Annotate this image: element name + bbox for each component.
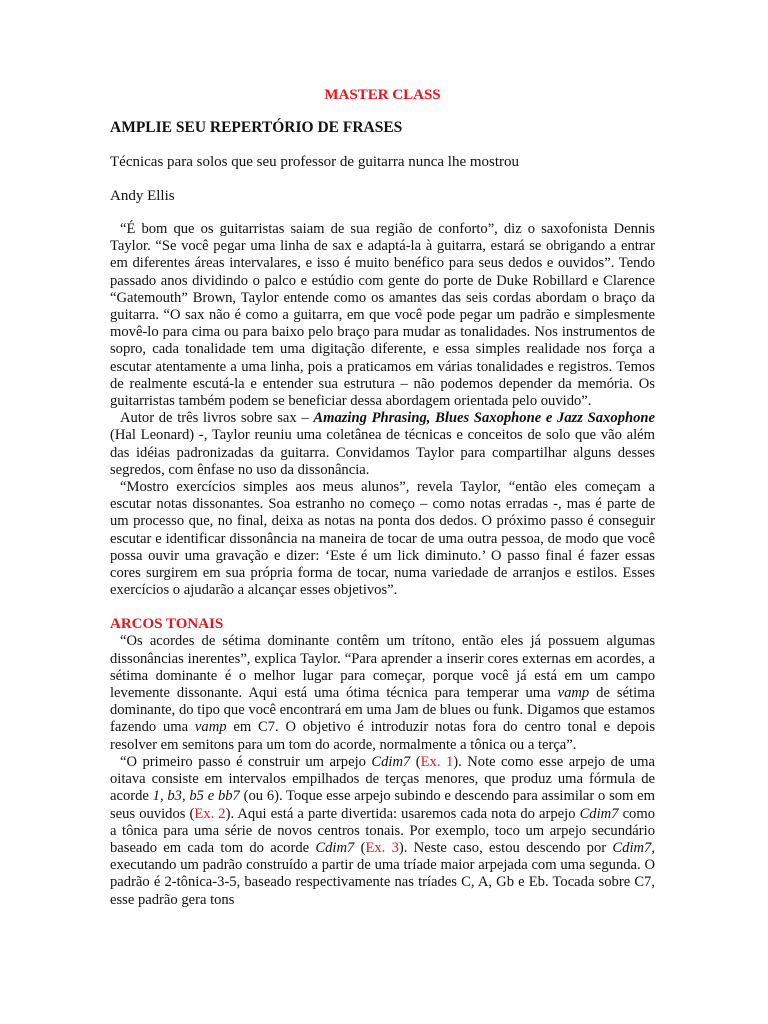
paragraph-4 bbox=[110, 633, 655, 753]
paragraph-4-text-a: “Os acordes de sétima dominante contêm um trítono, então eles já possuem algumas dissonâncias inerentes”, explica Taylor. “Para aprender a inserir cores externas em acordes, a sétima dominante é o melhor lugar para começar, porque você já está em um campo levemente dissonante. Aqui está uma ótima técnica para temperar uma bbox=[110, 633, 655, 702]
paragraph-5-text: (ou 6). Toque esse arpejo subindo e descendo para assimilar o som em seus ouvidos ( bbox=[110, 788, 655, 822]
article-headline: AMPLIE SEU REPERTÓRIO DE FRASES bbox=[110, 119, 403, 136]
term-vamp: vamp bbox=[557, 685, 590, 702]
paragraph-2 bbox=[110, 410, 655, 479]
book-titles: Amazing Phrasing, Blues Saxophone e Jazz Saxophone bbox=[313, 410, 655, 427]
paragraph-5-text: “O primeiro passo é construir um arpejo bbox=[120, 753, 372, 770]
paragraph-2-text-c: (Hal Leonard) -, Taylor reuniu uma coletânea de técnicas e conceitos de solo que vão além das idéias padronizadas da guitarra. Convidamos Taylor para compartilhar alguns desses segredos, com ênfase no uso da dissonância. bbox=[110, 427, 655, 478]
example-ref-2: Ex. 2 bbox=[194, 805, 226, 822]
term-cdim7: Cdim7, bbox=[612, 839, 655, 856]
paragraph-5-text: ). Aqui está a parte divertida: usaremos cada nota do arpejo bbox=[225, 805, 580, 822]
term-cdim7: Cdim7 bbox=[579, 805, 619, 822]
article-subtitle: Técnicas para solos que seu professor de guitarra nunca lhe mostrou bbox=[110, 154, 520, 170]
paragraph-5-text: ( bbox=[410, 753, 421, 770]
paragraph-1: “É bom que os guitarristas saiam de sua região de conforto”, diz o saxofonista Dennis Taylor. “Se você pegar uma linha de sax e adaptá-la à guitarra, estará se obrigando a entrar em diferentes áreas intervalares, e isso é muito benéfico para seus dedos e ouvidos”. Tendo passado anos dividindo o palco e estúdio com gente do porte de Duke Robillard e Clarence “Gatemouth” Brown, Taylor entende como os amantes das seis cordas abordam o braço da guitarra. “O sax não é como a guitarra, em que você pode pegar um padrão e simplesmente movê-lo para cima ou para baixo pelo braço para mudar as tonalidades. Nos instrumentos de sopro, cada tonalidade tem uma digitação diferente, e essa simples realidade nos força a escutar atentamente a uma linha, pois a praticamos em várias tonalidades e registros. Temos de realmente escutá-la e entender sua estrutura – não podemos depender da memória. Os guitarristas também podem se beneficiar dessa abordagem orientada pelo ouvido”. bbox=[110, 221, 655, 410]
term-cdim7: Cdim7 bbox=[371, 753, 411, 770]
paragraph-3: “Mostro exercícios simples aos meus alunos”, revela Taylor, “então eles começam a escutar notas dissonantes. Soa estranho no começo – como notas erradas -, mas é parte de um processo que, no final, deixa as notas na ponta dos dedos. O próximo passo é conseguir escutar e identificar dissonância na maneira de tocar de uma outra pessoa, de modo que você possa ouvir uma gravação e dizer: ‘Este é um lick diminuto.’ O passo final é fazer essas cores surgirem em sua própria forma de tocar, numa variedade de arranjos e estilos. Esses exercícios o ajudarão a alcançar esses objetivos”. bbox=[110, 479, 655, 599]
term-cdim7: Cdim7 bbox=[315, 839, 355, 856]
paragraph-5-text: executando um padrão construído a partir de uma tríade maior arpejada com uma segunda. O padrão é 2-tônica-3-5, baseado respectivamente nas tríades C, A, Gb e Eb. Tocada sobre C7, esse padrão gera tons bbox=[110, 857, 655, 908]
kicker-title: MASTER CLASS bbox=[324, 87, 441, 103]
article-body bbox=[110, 86, 655, 909]
paragraph-5-text: ). Note como esse arpejo de uma oitava consiste em intervalos empilhados de terças menores, que produz uma fórmula de acorde bbox=[110, 753, 656, 805]
term-vamp: vamp bbox=[194, 719, 227, 736]
paragraph-5 bbox=[110, 754, 655, 909]
section-title: ARCOS TONAIS bbox=[110, 616, 224, 633]
article-author: Andy Ellis bbox=[110, 188, 175, 204]
paragraph-5-text: ). Neste caso, estou descendo por bbox=[398, 839, 613, 856]
paragraph-2-text-a: Autor de três livros sobre sax – bbox=[120, 410, 314, 427]
paragraph-5-text: como a tônica para uma série de novos centros tonais. Por exemplo, toco um arpejo secundário baseado em cada tom do acorde bbox=[110, 805, 655, 856]
paragraph-5-text: ( bbox=[354, 839, 366, 856]
example-ref-1: Ex. 1 bbox=[420, 753, 454, 770]
chord-formula: 1, b3, b5 e bb7 bbox=[152, 788, 240, 805]
paragraph-4-text-c: de sétima dominante, do tipo que você encontrará em uma Jam de blues ou funk. Digamos que estamos fazendo uma bbox=[110, 685, 655, 736]
example-ref-3: Ex. 3 bbox=[365, 839, 399, 856]
paragraph-4-text-e: em C7. O objetivo é introduzir notas fora do centro tonal e depois resolver em semitons para um tom do acorde, normalmente a tônica ou a terça”. bbox=[110, 719, 655, 753]
